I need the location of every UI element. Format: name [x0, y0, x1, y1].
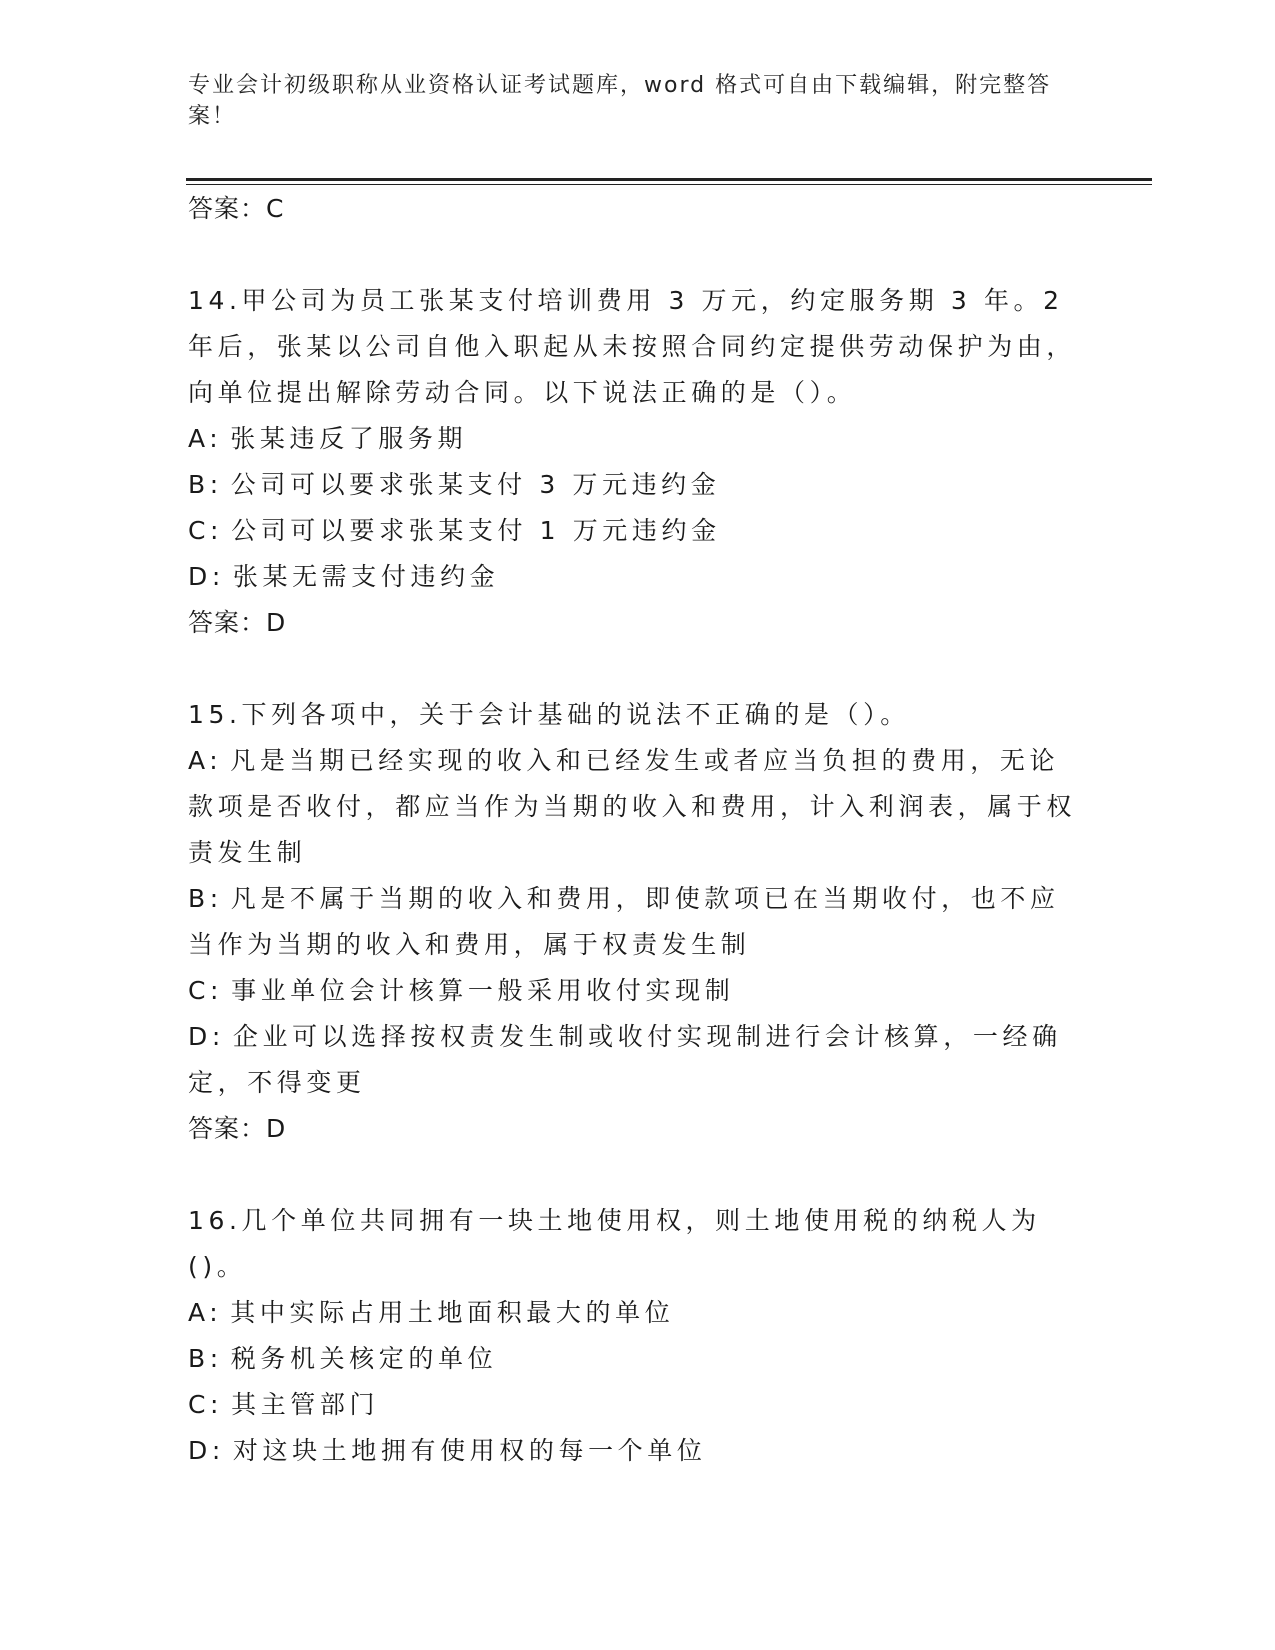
document-body: [188, 186, 1088, 1474]
option-a: A: 其中实际占用土地面积最大的单位: [188, 1298, 675, 1327]
option-c: C: 其主管部门: [188, 1390, 380, 1419]
option-a: A: 张某违反了服务期: [188, 424, 468, 453]
option-c: C: 公司可以要求张某支付 1 万元违约金: [188, 516, 721, 545]
question-stem: 16.几个单位共同拥有一块土地使用权，则土地使用税的纳税人为()。: [188, 1206, 1041, 1281]
header-rule-thin: [186, 184, 1152, 185]
question-15: [188, 692, 1088, 1152]
option-d: D: 张某无需支付违约金: [188, 562, 500, 591]
option-b: B: 公司可以要求张某支付 3 万元违约金: [188, 470, 721, 499]
answer-label: 答案：: [188, 194, 267, 223]
header-rule-thick: [186, 178, 1152, 181]
option-d: D: 企业可以选择按权责发生制或收付实现制进行会计核算，一经确定，不得变更: [188, 1022, 1062, 1097]
question-stem: 14.甲公司为员工张某支付培训费用 3 万元，约定服务期 3 年。2 年后，张某以公司自他入职起从未按照合同约定提供劳动保护为由，向单位提出解除劳动合同。以下说法正确的是（）。: [188, 286, 1077, 407]
option-b: B: 税务机关核定的单位: [188, 1344, 498, 1373]
page-header-text: 专业会计初级职称从业资格认证考试题库，word 格式可自由下载编辑，附完整答案！: [188, 73, 1052, 129]
option-b: B: 凡是不属于当期的收入和费用，即使款项已在当期收付，也不应当作为当期的收入和费用，属于权责发生制: [188, 884, 1060, 959]
answer-line: 答案：D: [188, 608, 287, 637]
option-c: C: 事业单位会计核算一般采用收付实现制: [188, 976, 735, 1005]
answer-line-prev: [188, 186, 1088, 232]
answer-line: 答案：D: [188, 1114, 287, 1143]
question-16: [188, 1198, 1088, 1474]
option-d: D: 对这块土地拥有使用权的每一个单位: [188, 1436, 707, 1465]
answer-value: C: [266, 194, 285, 223]
question-stem: 15.下列各项中，关于会计基础的说法不正确的是（）。: [188, 700, 910, 729]
option-a: A: 凡是当期已经实现的收入和已经发生或者应当负担的费用，无论款项是否收付，都应当作为当期的收入和费用，计入利润表，属于权责发生制: [188, 746, 1077, 867]
question-14: [188, 278, 1088, 646]
